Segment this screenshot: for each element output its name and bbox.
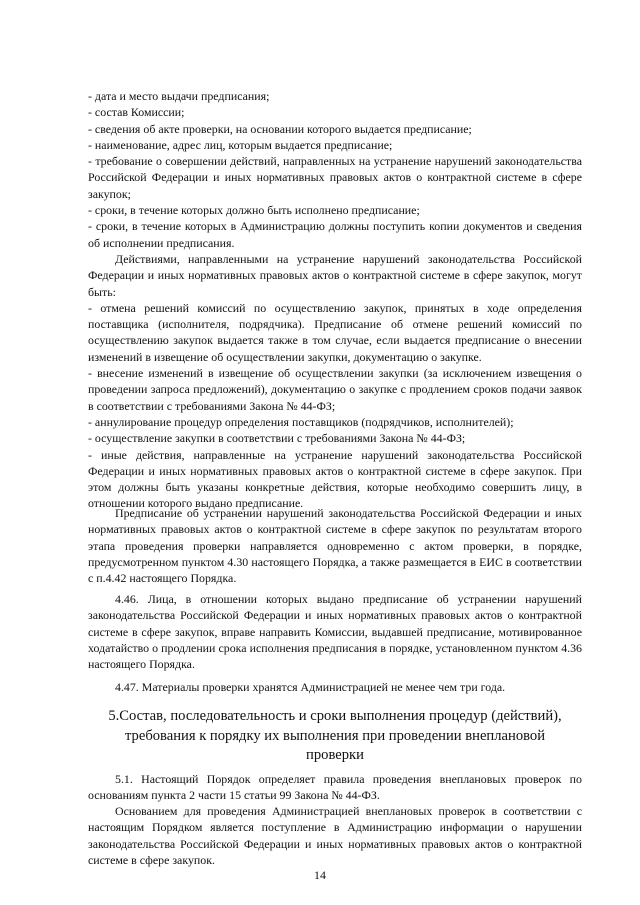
list-item: - иные действия, направленные на устранение нарушений законодательства Российской Федерации и иных нормативных правовых актов о контрактной системе в сфере закупок. При этом должны быть указаны конкретные действия, которые необходимо совершить лицу, в отношении которого выдано предписание.	[88, 447, 582, 511]
paragraph-4-46: 4.46. Лица, в отношении которых выдано предписание об устранении нарушений законодательства Российской Федерации и иных нормативных правовых актов о контрактной системе в сфере закупок, вправе направить Комиссии, выдавшей предписание, мотивированное ходатайство о продлении срока исполнения предписания в порядке, установленном пунктом 4.36 настоящего Порядка.	[88, 592, 582, 672]
list-item: - требование о совершении действий, направленных на устранение нарушений законодательства Российской Федерации и иных нормативных правовых актов о контрактной системе в сфере закупок;	[88, 154, 582, 201]
paragraph-5-1: 5.1. Настоящий Порядок определяет правила проведения внеплановых проверок по основаниям пункта 2 части 15 статьи 99 Закона № 44-ФЗ.	[88, 772, 582, 803]
list-item: - наименование, адрес лиц, которым выдается предписание;	[88, 137, 393, 152]
list-item: - аннулирование процедур определения поставщиков (подрядчиков, исполнителей);	[88, 414, 514, 429]
paragraph-grounds: Основанием для проведения Администрацией внеплановых проверок в соответствии с настоящим Порядком является поступление в Администрацию информации о нарушении законодательства Российской Федерации и иных нормативных правовых актов о контрактной системе в сфере закупок.	[88, 804, 582, 867]
list-item: - сведения об акте проверки, на основании которого выдается предписание;	[88, 121, 472, 136]
list-item: - сроки, в течение которых должно быть исполнено предписание;	[88, 203, 420, 218]
paragraph-prescription: Предписание об устранении нарушений законодательства Российской Федерации и иных нормативных правовых актов о контрактной системе в сфере закупок по результатам второго этапа проведения проверки направляется одновременно с актом проверки, в порядке, предусмотренном пунктом 4.30 настоящего Порядка, а также размещается в ЕИС в соответствии с п.4.42 настоящего Порядка.	[88, 506, 582, 586]
page-number: 14	[314, 868, 326, 882]
section-heading: 5.Состав, последовательность и сроки выполнения процедур (действий), требования к порядку их выполнения при проведении внеплановой проверки	[108, 708, 562, 763]
paragraph-4-47: 4.47. Материалы проверки хранятся Администрацией не менее чем три года.	[115, 680, 506, 694]
actions-section	[88, 251, 582, 512]
list-item: - сроки, в течение которых в Администрацию должны поступить копии документов и сведения об исполнении предписания.	[88, 219, 582, 250]
prescription-contents-list	[88, 88, 582, 251]
list-item: - дата и место выдачи предписания;	[88, 89, 270, 103]
list-item: - отмена решений комиссий по осуществлению закупок, принятых в ходе определения поставщика (исполнителя, подрядчика). Предписание об отмене решений комиссий по осуществлению закупок выдается также в том случае, если выдается предписание о внесении изменений в извещение об осуществлении закупки, документацию о закупке.	[88, 300, 582, 364]
list-item: - осуществление закупки в соответствии с требованиями Закона № 44-ФЗ;	[88, 431, 466, 446]
list-item: - состав Комиссии;	[88, 105, 185, 120]
list-item: - внесение изменений в извещение об осуществлении закупки (за исключением извещения о проведении запроса предложений), документацию о закупке с продлением сроков подачи заявок в соответствии с требованиями Закона № 44-ФЗ;	[88, 366, 582, 413]
actions-intro: Действиями, направленными на устранение нарушений законодательства Российской Федерации и иных нормативных правовых актов о контрактной системе в сфере закупок, могут быть:	[88, 252, 582, 299]
